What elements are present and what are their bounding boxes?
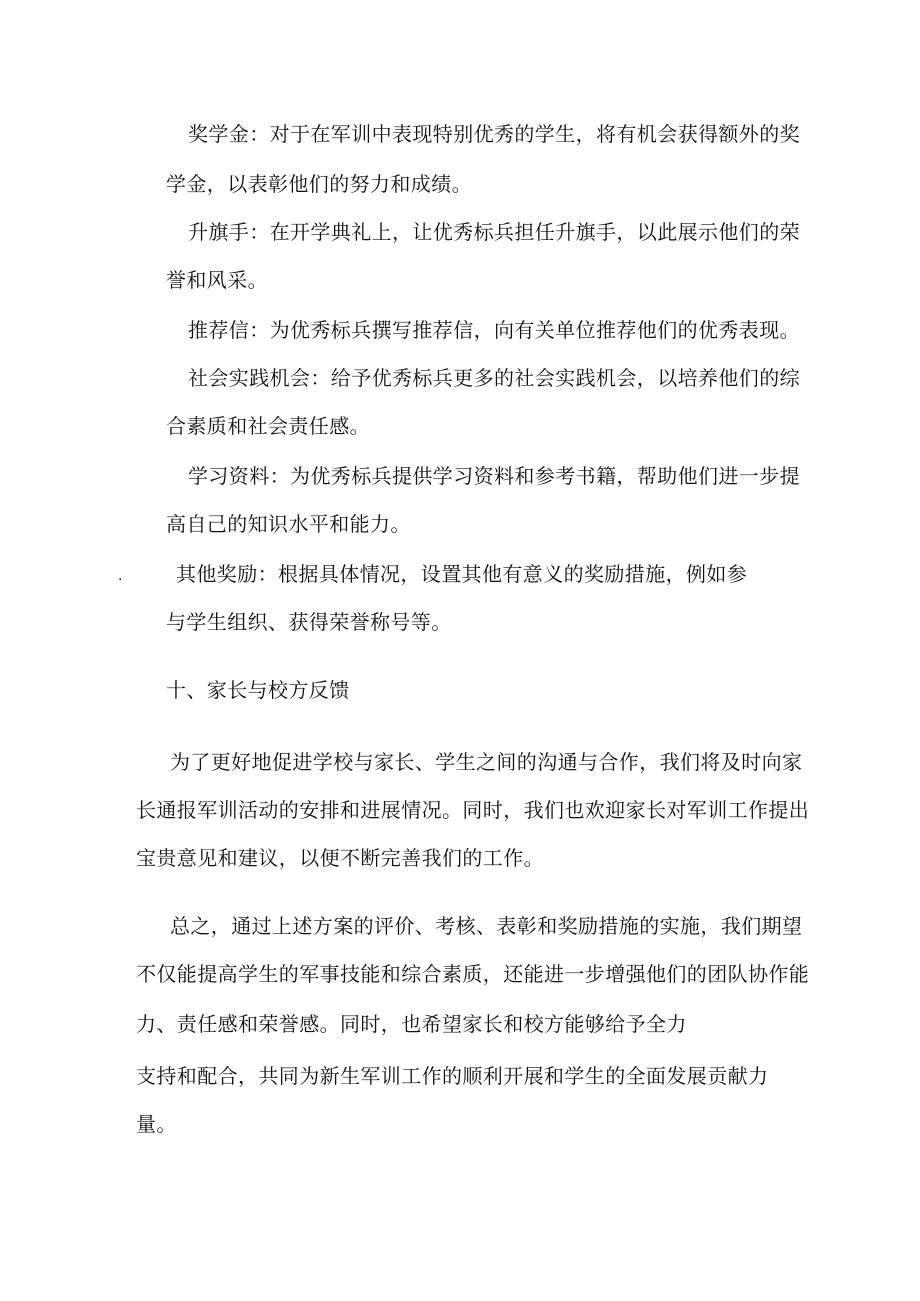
conclusion-line-2: 不仅能提高学生的军事技能和综合素质，还能进一步增强他们的团队协作能 — [136, 962, 810, 986]
award-social-practice-line1: 社会实践机会：给予优秀标兵更多的社会实践机会，以培养他们的综 — [188, 366, 800, 390]
feedback-line-1: 为了更好地促进学校与家长、学生之间的沟通与合作，我们将及时向家 — [170, 750, 803, 774]
conclusion-line-3: 力、责任感和荣誉感。同时，也希望家长和校方能够给予全力 — [136, 1012, 687, 1036]
award-scholarship-line1: 奖学金：对于在军训中表现特别优秀的学生，将有机会获得额外的奖 — [188, 122, 800, 146]
conclusion-line-5: 量。 — [136, 1112, 177, 1136]
award-flag-raiser-line2: 誉和风采。 — [166, 268, 268, 292]
feedback-line-2: 长通报军训活动的安排和进展情况。同时，我们也欢迎家长对军训工作提出 — [136, 798, 810, 822]
section-heading: 十、家长与校方反馈 — [166, 678, 350, 702]
award-study-materials-line2: 高自己的知识水平和能力。 — [166, 512, 411, 536]
award-study-materials-line1: 学习资料：为优秀标兵提供学习资料和参考书籍，帮助他们进一步提 — [188, 464, 800, 488]
award-recommendation-line1: 推荐信：为优秀标兵撰写推荐信，向有关单位推荐他们的优秀表现。 — [188, 318, 800, 342]
award-other-line2: 与学生组织、获得荣誉称号等。 — [166, 610, 452, 634]
award-social-practice-line2: 合素质和社会责任感。 — [166, 414, 370, 438]
conclusion-line-1: 总之，通过上述方案的评价、考核、表彰和奖励措施的实施，我们期望 — [170, 914, 803, 938]
award-other-line1: 其他奖励：根据具体情况，设置其他有意义的奖励措施，例如参 — [176, 562, 748, 586]
award-scholarship-line2: 学金，以表彰他们的努力和成绩。 — [166, 172, 472, 196]
bullet-dot: . — [118, 568, 123, 584]
conclusion-line-4: 支持和配合，共同为新生军训工作的顺利开展和学生的全面发展贡献力 — [136, 1064, 769, 1088]
feedback-line-3: 宝贵意见和建议，以便不断完善我们的工作。 — [136, 846, 544, 870]
award-flag-raiser-line1: 升旗手：在开学典礼上，让优秀标兵担任升旗手，以此展示他们的荣 — [188, 220, 800, 244]
